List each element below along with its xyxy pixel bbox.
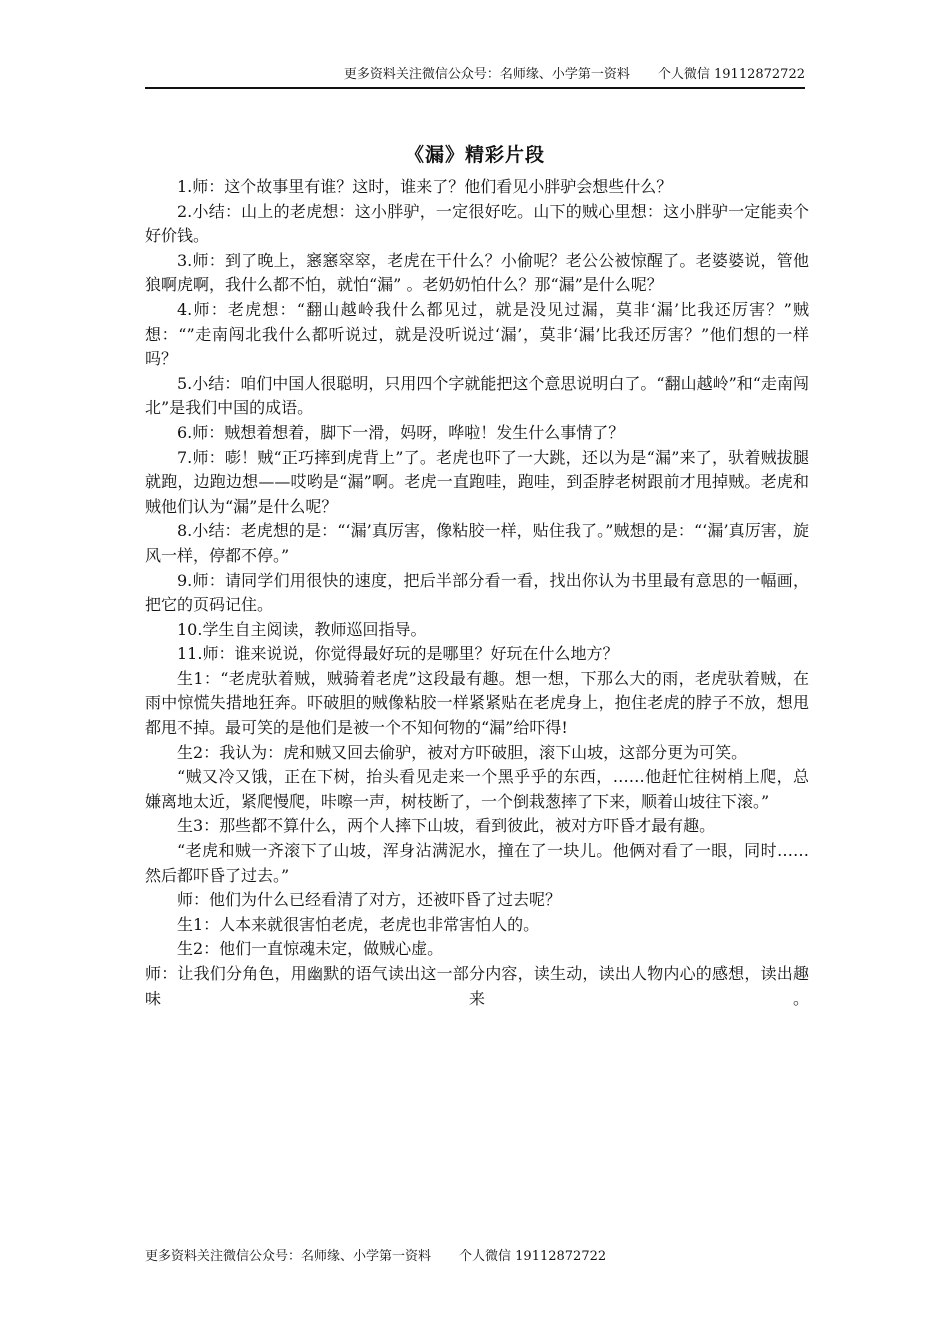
header-wechat: 个人微信 19112872722 bbox=[657, 67, 805, 82]
document-title: 《漏》精彩片段 bbox=[404, 144, 545, 166]
paragraph: 11.师：谁来说说，你觉得最好玩的是哪里？好玩在什么地方？ bbox=[177, 644, 619, 664]
paragraph: 3.师：到了晚上，窸窸窣窣，老虎在干什么？小偷呢？老公公被惊醒了。老婆婆说，管他狼啊虎啊，我什么都不怕，就怕“漏” 。老奶奶怕什么？那“漏”是什么呢？ bbox=[145, 250, 809, 295]
paragraph: 8.小结：老虎想的是：“‘漏’真厉害，像粘胶一样，贴住我了。”贼想的是：“‘漏’真厉害，旋风一样，停都不停。” bbox=[145, 521, 809, 565]
paragraph: 生2：我认为：虎和贼又回去偷驴，被对方吓破胆，滚下山坡，这部分更为可笑。 bbox=[177, 742, 748, 762]
paragraph: 2.小结：山上的老虎想：这小胖驴，一定很好吃。山下的贼心里想：这小胖驴一定能卖个好价钱。 bbox=[145, 201, 809, 246]
paragraph: 10.学生自主阅读，教师巡回指导。 bbox=[177, 619, 427, 639]
header-text: 更多资料关注微信公众号：名师缘、小学第一资料 bbox=[343, 67, 630, 82]
document-body bbox=[145, 175, 809, 1011]
page-footer bbox=[145, 1248, 606, 1266]
paragraph: 生1：人本来就很害怕老虎，老虎也非常害怕人的。 bbox=[177, 914, 540, 934]
paragraph: 师：他们为什么已经看清了对方，还被吓昏了过去呢？ bbox=[177, 890, 562, 910]
page-header bbox=[145, 66, 805, 89]
paragraph: 生3：那些都不算什么，两个人摔下山坡，看到彼此，被对方吓昏才最有趣。 bbox=[177, 816, 716, 836]
closing-paragraph: 师：让我们分角色，用幽默的语气读出这一部分内容，读生动，读出人物内心的感想，读出趣味来。 bbox=[145, 964, 809, 1008]
paragraph: “老虎和贼一齐滚下了山坡，浑身沾满泥水，撞在了一块儿。他俩对看了一眼，同时……然后都吓昏了过去。” bbox=[145, 841, 809, 885]
paragraph: 6.师：贼想着想着，脚下一滑，妈呀，哗啦！发生什么事情了？ bbox=[177, 422, 625, 442]
paragraph: 4.师：老虎想：“翻山越岭我什么都见过，就是没见过漏，莫非‘漏’比我还厉害？”贼想：“”走南闯北我什么都听说过，就是没听说过‘漏’，莫非‘漏’比我还厉害？”他们想的一样吗？ bbox=[145, 299, 809, 369]
paragraph: 5.小结：咱们中国人很聪明，只用四个字就能把这个意思说明白了。“翻山越岭”和“走南闯北”是我们中国的成语。 bbox=[145, 373, 809, 418]
footer-text: 更多资料关注微信公众号：名师缘、小学第一资料 bbox=[145, 1249, 432, 1264]
paragraph: “贼又冷又饿，正在下树，抬头看见走来一个黑乎乎的东西，……他赶忙往树梢上爬，总嫌离地太近，紧爬慢爬，咔嚓一声，树枝断了，一个倒栽葱摔了下来，顺着山坡往下滚。” bbox=[145, 767, 809, 811]
paragraph: 9.师：请同学们用很快的速度，把后半部分看一看，找出你认为书里最有意思的一幅画，把它的页码记住。 bbox=[145, 570, 809, 615]
paragraph: 7.师：嘭！贼“正巧摔到虎背上”了。老虎也吓了一大跳，还以为是“漏”来了，驮着贼拔腿就跑，边跑边想——哎哟是“漏”啊。老虎一直跑哇，跑哇，到歪脖老树跟前才甩掉贼。老虎和贼他们认为“漏”是什么呢？ bbox=[145, 447, 809, 516]
paragraph: 生1：“老虎驮着贼，贼骑着老虎”这段最有趣。想一想，下那么大的雨，老虎驮着贼，在雨中惊慌失措地狂奔。吓破胆的贼像粘胶一样紧紧贴在老虎身上，抱住老虎的脖子不放，想甩都甩不掉。最可笑的是他们是被一个不知何物的“漏”给吓得! bbox=[145, 668, 809, 738]
footer-wechat: 个人微信 19112872722 bbox=[459, 1249, 607, 1264]
paragraph: 生2：他们一直惊魂未定，做贼心虚。 bbox=[177, 939, 444, 959]
paragraph: 1.师：这个故事里有谁？这时，谁来了？他们看见小胖驴会想些什么？ bbox=[177, 177, 673, 196]
